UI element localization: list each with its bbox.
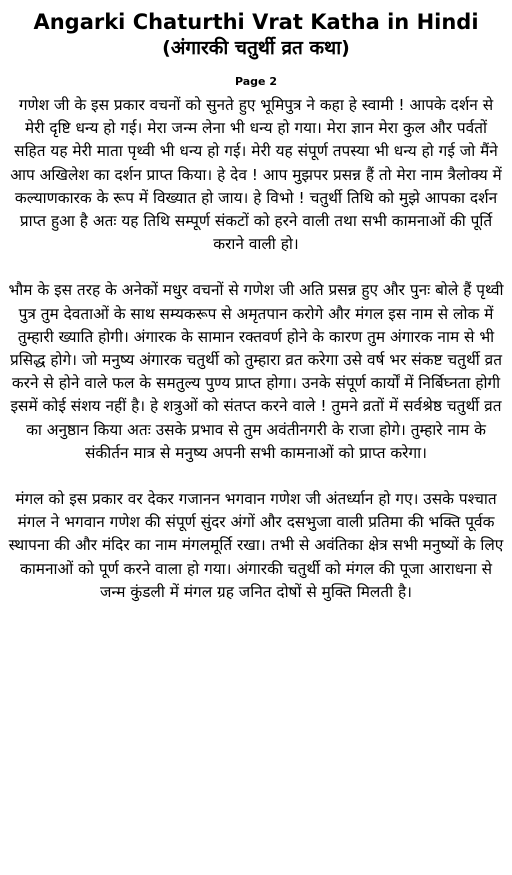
paragraph-3: मंगल को इस प्रकार वर देकर गजानन भगवान गणेश जी अंतर्ध्यान हो गए। उसके पश्चात मंगल ने भगवान गणेश की संपूर्ण सुंदर अंगों और दसभुजा वाली प्रतिमा की भक्ति पूर्वक स्थापना की और मंदिर का नाम मंगलमूर्ति रखा। तभी से अवंतिका क्षेत्र सभी मनुष्यों के लिए कामनाओं को पूर्ण करने वाला हो गया। अंगारकी चतुर्थी को मंगल की पूजा आराधना से जन्म कुंडली में मंगल ग्रह जनित दोषों से मुक्ति मिलती है। bbox=[8, 490, 504, 601]
paragraph-spacer bbox=[8, 465, 504, 488]
paragraph-spacer bbox=[8, 256, 504, 279]
document-subtitle: (अंगारकी चतुर्थी व्रत कथा) bbox=[162, 37, 350, 59]
paragraph-1: गणेश जी के इस प्रकार वचनों को सुनते हुए भूमिपुत्र ने कहा हे स्वामी ! आपके दर्शन से मेरी दृष्टि धन्य हो गई। मेरा जन्म लेना भी धन्य हो गया। मेरा ज्ञान मेरा कुल और पर्वतों सहित यह मेरी माता पृथ्वी भी धन्य हो गई। मेरी यह संपूर्ण तपस्या भी धन्य हो गई जो मैंने आप अखिलेश का दर्शन प्राप्त किया। हे देव ! आप मुझपर प्रसन्न हैं तो मेरा नाम त्रैलोक्य में कल्याणकारक के रूप में विख्यात हो जाय। हे विभो ! चतुर्थी तिथि को मुझे आपका दर्शन प्राप्त हुआ है अतः यह तिथि सम्पूर्ण संकटों को हरने वाली तथा सभी कामनाओं की पूर्ति कराने वाली हो। bbox=[10, 96, 502, 254]
page-number-label: Page 2 bbox=[234, 75, 277, 88]
paragraph-2: भौम के इस तरह के अनेकों मधुर वचनों से गणेश जी अति प्रसन्न हुए और पुनः बोले हैं पृथ्वी पुत्र तुम देवताओं के साथ सम्यकरूप से अमृतपान करोगे और मंगल इस नाम से लोक में तुम्हारी ख्याति होगी। अंगारक के सामान रक्तवर्ण होने के कारण तुम अंगारक नाम से भी प्रसिद्ध होगे। जो मनुष्य अंगारक चतुर्थी को तुम्हारा व्रत करेगा उसे वर्ष भर संकष्ट चतुर्थी व्रत करने से होने वाले फल के समतुल्य पुण्य प्राप्त होगा। उनके संपूर्ण कार्यों में निर्बिघ्नता होगी इसमें कोई संशय नहीं है। हे शत्रुओं को संतप्त करने वाले ! तुमने व्रतों में सर्वश्रेष्ठ चतुर्थी व्रत का अनुष्ठान किया अतः उसके प्रभाव से तुम अवंतीनगरी के राजा होगे। तुम्हारे नाम के संकीर्तन मात्र से मनुष्य अपनी सभी कामनाओं को प्राप्त करेगा। bbox=[8, 281, 504, 462]
document-title: Angarki Chaturthi Vrat Katha in Hindi bbox=[33, 10, 479, 34]
